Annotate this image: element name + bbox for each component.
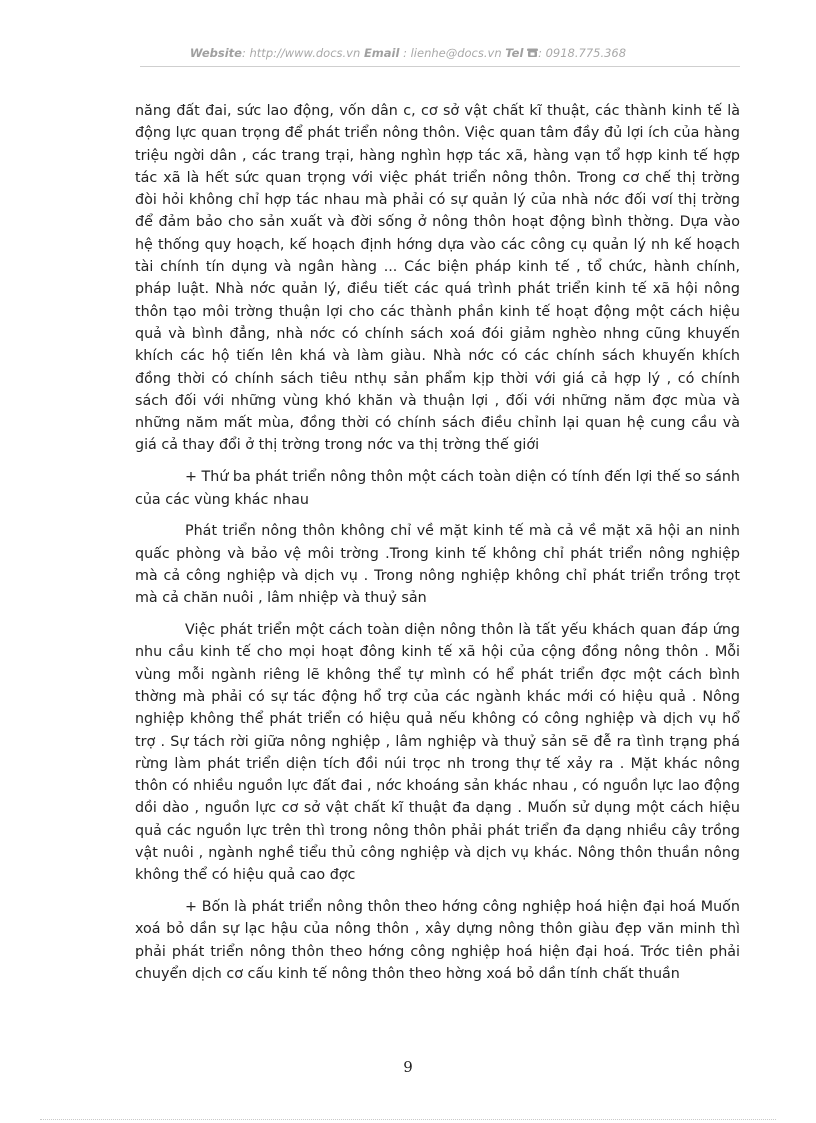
email-label: Email (363, 46, 400, 60)
paragraph: Việc phát triển một cách toàn diện nông thôn là tất yếu khách quan đáp ứng nhu cầu kinh tế cho mọi hoạt đông kinh tế xã hội của cộng đồng nông thôn . Mỗi vùng mỗi ngành riêng lẽ không thể tự mình có hể phát triển đợc một cách bình thờng mà phải có sự tác động hổ trợ của các ngành khác mới có hiệu quả . Nông nghiệp không thể phát triển có hiệu quả nếu không có công nghiệp và dịch vụ hổ trợ . Sự tách rời giữa nông nghiệp , lâm nghiệp và thuỷ sản sẽ đễ ra tình trạng phá rừng làm phát triển diện tích đồi núi trọc nh trong thự tế xảy ra . Mặt khác nông thôn có nhiều nguồn lực đất đai , nớc khoáng sản khác nhau , có nguồn lực lao động dồi dào , nguồn lực cơ sở vật chất kĩ thuật đa dạng . Muốn sử dụng một cách hiệu quả các nguồn lực trên thì trong nông thôn phải phát triển đa dạng nhiều cây trồng vật nuôi , ngành nghề tiểu thủ công nghiệp và dịch vụ khác. Nông thôn thuần nông không thể có hiệu quả cao đợc (135, 622, 740, 884)
page-header (0, 46, 816, 60)
paragraph: + Thứ ba phát triển nông thôn một cách toàn diện có tính đến lợi thế so sánh của các vùng khác nhau (135, 469, 740, 508)
paragraph: Phát triển nông thôn không chỉ về mặt kinh tế mà cả về mặt xã hội an ninh quấc phòng và bảo vệ môi trờng .Trong kinh tế không chỉ phát triển nông nghiệp mà cả công nghiệp và dịch vụ . Trong nông nghiệp không chỉ phát triển trồng trọt mà cả chăn nuôi , lâm nhiệp và thuỷ sản (135, 523, 740, 607)
footer-divider (40, 1119, 776, 1120)
email-address[interactable]: : lienhe@docs.vn (403, 46, 502, 60)
website-url[interactable]: : http://www.docs.vn (241, 46, 361, 60)
website-label: Website (189, 46, 242, 60)
page-number: 9 (403, 1058, 413, 1076)
tel-label: Tel (505, 46, 524, 60)
paragraph: + Bốn là phát triển nông thôn theo hớng công nghiệp hoá hiện đại hoá Muốn xoá bỏ dần sự lạc hậu của nông thôn , xây dựng nông thôn giàu đẹp văn minh thì phải phát triển nông thôn theo hớng công nghiệp hoá hiện đại hoá. Trớc tiên phải chuyển dịch cơ cấu kinh tế nông thôn theo hờng xoá bỏ dần tính chất thuần (135, 899, 740, 982)
phone-icon (527, 48, 538, 58)
paragraph: năng đất đai, sức lao động, vốn dân c, cơ sở vật chất kĩ thuật, các thành kinh tế là động lực quan trọng để phát triển nông thôn. Việc quan tâm đầy đủ lợi ích của hàng triệu ngời dân , các trang trại, hàng nghìn hợp tác xã, hàng vạn tổ hợp kinh tế hợp tác xã là hết sức quan trọng với việc phát triển nông thôn. Trong cơ chế thị trờng đòi hỏi không chỉ hợp tác nhau mà phải có sự quản lý của nhà nớc đối vơí thị trờng để đảm bảo cho sản xuất và đời sống ở nông thôn hoạt động bình thờng. Dựa vào hệ thống quy hoạch, kế hoạch định hớng dựa vào các công cụ quản lý nh kế hoạch tài chính tín dụng và ngân hàng ... Các biện pháp kinh tế , tổ chức, hành chính, pháp luật. Nhà nớc quản lý, điều tiết các quá trình phát triển kinh tế xã hội nông thôn tạo môi trờng thuận lợi cho các thành phần kinh tế hoạt động một cách hiệu quả và bình đẳng, nhà nớc có chính sách xoá đói giảm nghèo nhng cũng khuyến khích các hộ tiến lên khá và làm giàu. Nhà nớc có các chính sách khuyến khích đồng thời có chính sách tiêu nthụ sản phẩm kịp thời với giá cả hợp lý , có chính sách đối với những vùng khó khăn và thuận lợi , đối với những năm đợc mùa và những năm mất mùa, đồng thời có chính sách điều chỉnh lại quan hệ cung cầu và giá cả thay đổi ở thị trờng trong nớc va thị trờng thế giới (135, 103, 740, 454)
tel-number: : 0918.775.368 (538, 46, 627, 60)
header-divider (140, 66, 740, 67)
document-body (135, 100, 740, 995)
